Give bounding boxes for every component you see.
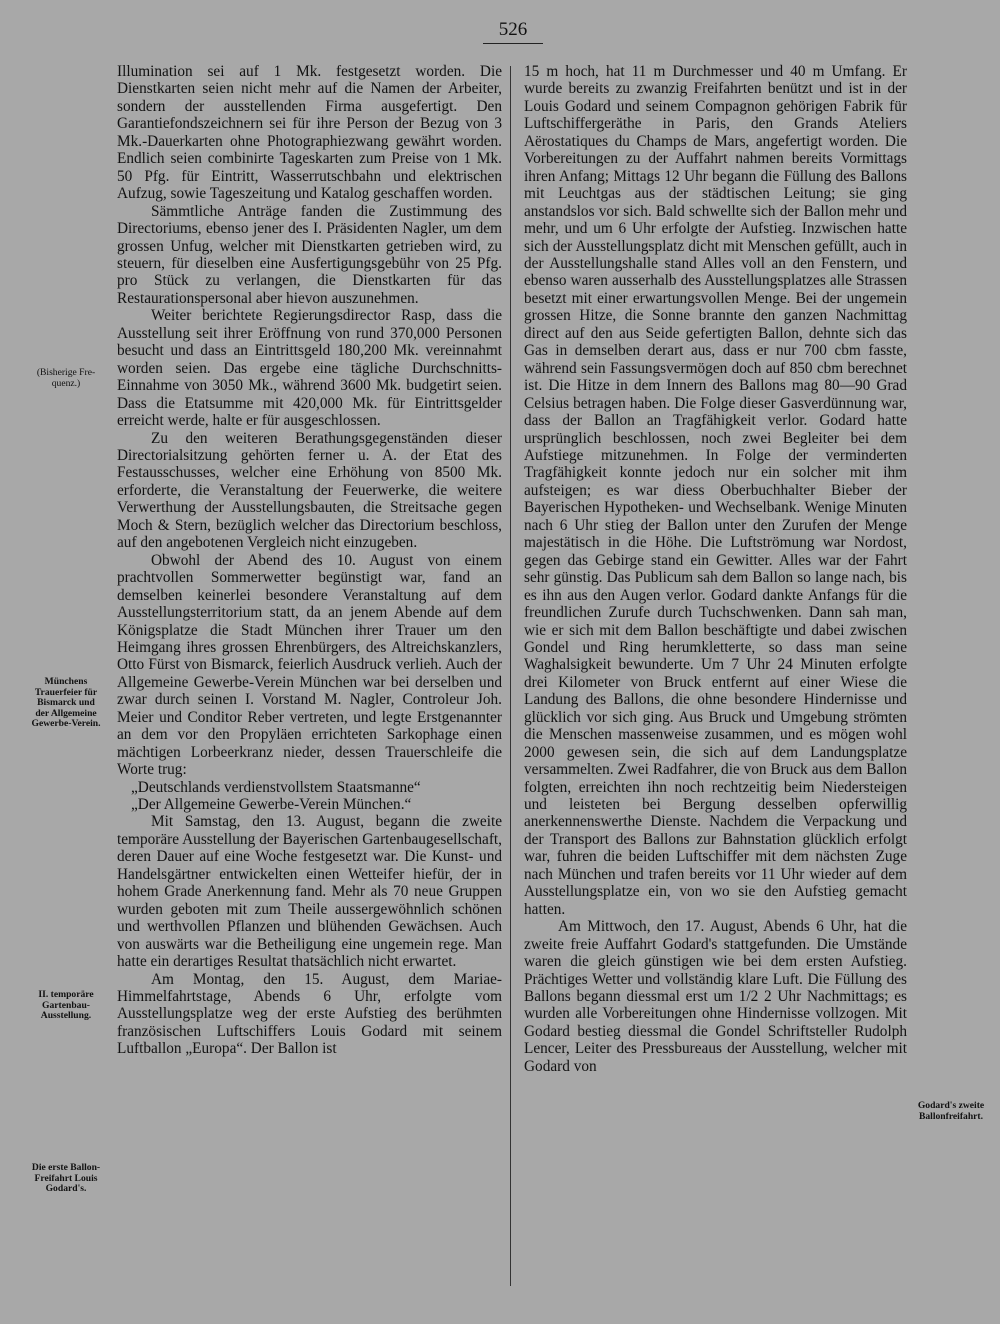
quote-line: „Deutschlands verdienstvollstem Staatsmanne“ [131, 778, 421, 796]
right-column [524, 63, 907, 1075]
page-number: 526 [498, 19, 528, 40]
left-column [117, 63, 502, 1058]
margin-note-frequenz: (Bisherige Fre- quenz.) [36, 367, 96, 389]
paragraph: Weiter berichtete Regierungsdirector Rasp, dass die Ausstellung seit ihrer Eröffnung von rund 370,000 Personen besucht und dass an Eintrittsgeld 180,200 Mk. vereinnahmt worden seien. Das ergebe eine tägliche Durchschnitts-Einnahme von 3050 Mk., während 3600 Mk. budgetirt seien. Dass die Etatsumme mit 420,000 Mk. für Eintrittsgelder erreicht werde, halte er für ausgeschlossen. [117, 307, 502, 430]
margin-note-gartenbau: II. temporäre Gartenbau- Ausstellung. [38, 989, 94, 1021]
paragraph: 15 m hoch, hat 11 m Durchmesser und 40 m Umfang. Er wurde bereits zu zwanzig Freifahrten benützt und ist in der Louis Godard und seinem Compagnon gehörigen Fabrik für Luftschiffergeräthe in Paris, den Grands Ateliers Aërostatiques du Champs de Mars, angefertigt worden. Die Vorbereitungen zu der Auffahrt nahmen bereits Vormittags ihren Anfang; Mittags 12 Uhr begann die Füllung des Ballons mit Leuchtgas aus der städtischen Leitung; sie ging anstandslos vor sich. Bald schwellte sich der Ballon mehr und mehr, und um 6 Uhr erfolgte der Aufstieg. Inzwischen hatte sich der Ausstellungsplatz dicht mit Menschen gefüllt, auch in der Ausstellungshalle stand Alles voll an den Fenstern, und ebenso waren ausserhalb des Ausstellungsplatzes alle Strassen besetzt mit einer erwartungsvollen Menge. Bei der ungemein grossen Hitze, die Sonne brannte den ganzen Nachmittag direct auf den aus Seide gefertigten Ballon, dehnte sich das Gas in demselben derart aus, dass er nur 700 cbm fasste, während sein Fassungsvermögen doch auf 850 cbm berechnet ist. Die Hitze in dem Innern des Ballons mag 80—90 Grad Celsius betragen haben. Die Folge dieser Gasverdünnung war, dass der Ballon an Tragfähigkeit verlor. Godard hatte ursprünglich beschlossen, noch zwei Begleiter bei dem Aufstiege mitzunehmen. In Folge der verminderten Tragfähigkeit konnte jedoch nur ein solcher mit ihm aufsteigen; es war diess Oberbuchhalter Bieber der Bayerischen Hypotheken- und Wechselbank. Wenige Minuten nach 6 Uhr stieg der Ballon unter den Zurufen der Menge majestätisch in die Höhe. Die Luftströmung war Nordost, gegen das Gebirge stand ein Gewitter. Alles war der Fahrt sehr günstig. Das Publicum sah dem Ballon so lange nach, bis es ihn aus den Augen verlor. Godard dankte Anfangs für die freundlichen Zurufe durch Tuchschwenken. Dann sah man, wie er sich mit dem Ballon beschäftigte und dabei zwischen Gondel und Ring herumkletterte, so dass man seine Waghalsigkeit bewunderte. Um 7 Uhr 24 Minuten erfolgte drei Kilometer von Bruck entfernt auf einer Wiese die Landung des Ballons, die ohne besondere Hindernisse und glücklich vor sich ging. Aus Bruck und Umgebung strömten die Menschen massenweise zusammen, und es mögen wohl 2000 gewesen sein, die sich auf dem Landungsplatze versammelten. Zwei Radfahrer, die von Bruck aus dem Ballon folgten, erreichten ihn noch rechtzeitig beim Niedersteigen und leisteten bei Bergung desselben opferwillig anerkennenswerthe Dienste. Nachdem die Verpackung und der Transport des Ballons zur Bahnstation glücklich erfolgt war, fuhren die beiden Luftschiffer mit dem nächsten Zuge nach München und trafen bereits vor 11 Uhr wieder auf dem Ausstellungsplatze ein, von wo sie den Aufstieg gemacht hatten. [524, 63, 907, 918]
paragraph: Zu den weiteren Berathungsgegenständen dieser Directorialsitzung gehörten ferner u. A. der Etat des Festausschusses, welcher eine Erhöhung von 8500 Mk. erforderte, die Veranstaltung der Feuerwerke, die weitere Verwerthung der Ausstellungsbauten, die Streitsache gegen Moch & Stern, bezüglich welcher das Directorium beschloss, auf den angebotenen Vergleich nicht einzugeben. [117, 429, 502, 552]
paragraph: Obwohl der Abend des 10. August von einem prachtvollen Sommerwetter begünstigt war, fand an demselben keinerlei besondere Veranstaltung auf dem Ausstellungsterritorium statt, da an jenem Abende auf dem Königsplatze die Stadt München ihrer Trauer um den Heimgang ihres grossen Ehrenbürgers, des Altreichskanzlers, Otto Fürst von Bismarck, feierlich Ausdruck verlieh. Auch der Allgemeine Gewerbe-Verein München war bei derselben und zwar durch seinen I. Vorstand M. Nagler, Controleur Joh. Meier und Conditor Reber vertreten, und legte Erstgenannter an dem vor den Propyläen errichteten Sarkophage einen mächtigen Lorbeerkranz nieder, dessen Trauerschleife die Worte trug: [117, 551, 502, 779]
margin-note-ballonfreifahrt-2: Godard's zweite Ballonfreifahrt. [917, 1100, 985, 1122]
paragraph: Am Mittwoch, den 17. August, Abends 6 Uhr, hat die zweite freie Auffahrt Godard's stattgefunden. Die Umstände waren die gleich günstigen wie bei dem ersten Aufstieg. Prächtiges Wetter und vollständig klare Luft. Die Füllung des Ballons begann diessmal erst um 1/2 2 Uhr Nachmittags; es wurden alle Vorbereitungen ohne Hindernisse vollzogen. Mit Godard bestieg diessmal die Gondel Schriftsteller Rudolph Lencer, Leiter des Pressbureaus der Ausstellung, welcher mit Godard von [524, 918, 907, 1075]
column-divider [510, 66, 511, 1286]
margin-note-ballonfreifahrt-1: Die erste Ballon- Freifahrt Louis Godard's. [31, 1162, 101, 1194]
margin-note-trauerfeier: Münchens Trauerfeier für Bismarck und der Allgemeine Gewerbe-Verein. [31, 676, 101, 729]
paragraph: Sämmtliche Anträge fanden die Zustimmung des Directoriums, ebenso jener des I. Präsidenten Nagler, um dem grossen Unfug, welcher mit Dienstkarten getrieben wird, zu steuern, für dieselben eine Ausfertigungsgebühr von 25 Pfg. pro Stück zu verlangen, die Dienstkarten für das Restaurationspersonal aber hievon auszunehmen. [117, 202, 502, 307]
paragraph: Am Montag, den 15. August, dem Mariae-Himmelfahrtstage, Abends 6 Uhr, erfolgte vom Ausstellungsplatze weg der erste Aufstieg des berühmten französischen Luftschiffers Louis Godard mit seinem Luftballon „Europa“. Der Ballon ist [117, 970, 502, 1058]
paragraph: Illumination sei auf 1 Mk. festgesetzt worden. Die Dienstkarten seien nicht mehr auf die Namen der Arbeiter, sondern der ausstellenden Firma ausgefertigt. Den Garantiefondszeichnern sei für ihre Person der Bezug von 3 Mk.-Dauerkarten ohne Photographiezwang gewährt worden. Endlich seien combinirte Tageskarten zum Preise von 1 Mk. 50 Pfg. für Eintritt, Wasserrutschbahn und elektrischen Aufzug, sowie Tageszeitung und Katalog geschaffen worden. [117, 63, 502, 203]
page-number-rule [483, 43, 543, 44]
quote-line: „Der Allgemeine Gewerbe-Verein München.“ [131, 796, 412, 814]
paragraph: Mit Samstag, den 13. August, begann die zweite temporäre Ausstellung der Bayerischen Gartenbaugesellschaft, deren Dauer auf eine Woche festgesetzt war. Die Kunst- und Handelsgärtner entwickelten einen Wetteifer hiefür, der in hohem Grade Anerkennung fand. Mehr als 70 neue Gruppen wurden geboten mit zum Theile aussergewöhnlich schönen und werthvollen Pflanzen und blühenden Gewächsen. Auch von auswärts war die Betheiligung eine ungemein rege. Man hatte ein derartiges Resultat thatsächlich nicht erwartet. [117, 813, 502, 971]
